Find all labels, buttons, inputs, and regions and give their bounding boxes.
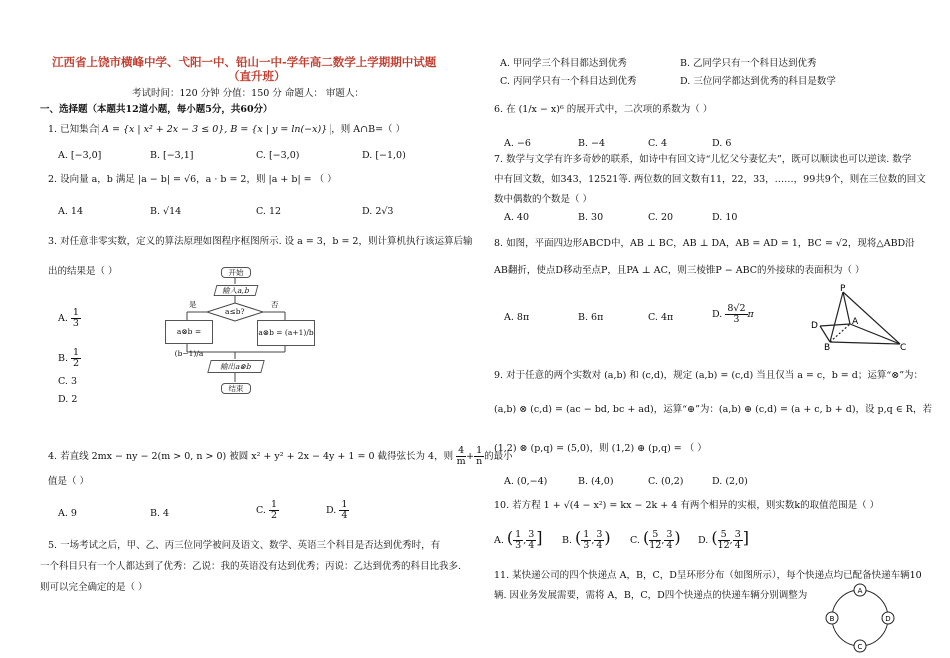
- flowchart-start: 开始: [221, 267, 251, 278]
- question-2-option-c: C. 12: [256, 206, 282, 217]
- flowchart-condition: a≤b?: [225, 307, 245, 316]
- question-11-line2: 辆. 因业务发展需要，需将 A，B，C，D四个快递点的快递车辆分别调整为: [494, 590, 808, 601]
- question-8-option-c: C. 4π: [648, 312, 674, 323]
- question-9-option-c: C. (0,2): [648, 476, 684, 487]
- flowchart-no-label: 否: [271, 300, 279, 309]
- question-3-stem-line1: 3. 对任意非零实数，定义的算法原理如图程序框图所示. 设 a = 3，b = 2，则计算机执行该运算后输: [48, 236, 473, 247]
- question-9-option-b: B. (4,0): [578, 476, 614, 487]
- question-2-option-b: B. √14: [150, 206, 182, 217]
- question-9-line3: (1,2) ⊗ (p,q) = (5,0)，则 (1,2) ⊕ (p,q) = （ ）: [494, 443, 707, 454]
- question-4-option-d: D. $\frac{1}{4}$: [326, 499, 348, 521]
- flowchart-no-box: a⊗b = (a+1)/b: [257, 320, 315, 346]
- question-2-stem: 2. 设向量 a，b 满足 |a − b| = √6，a · b = 2，则 |a + b| = （ ）: [48, 174, 337, 185]
- question-9-line2: (a,b) ⊗ (c,d) = (ac − bd, bc + ad)，运算“⊕”为：(a,b) ⊕ (c,d) = (a + c, b + d)，设 p,q ∈ R，若: [494, 404, 932, 415]
- ring-node-label-b: B: [829, 615, 835, 623]
- question-4-option-c: C. $\frac{1}{2}$: [256, 499, 278, 521]
- pyramid-label-a: A: [852, 317, 859, 327]
- flowchart-yes-label: 是: [189, 300, 197, 309]
- question-10-option-c: C. ( $\frac{5}{12}$ , $\frac{3}{4}$ ): [630, 528, 681, 551]
- flowchart-input: 输入a,b: [214, 285, 259, 296]
- ring-node-label-a: A: [857, 587, 863, 595]
- question-10-option-a: A. ( $\frac{1}{3}$ , $\frac{3}{4}$ ]: [494, 528, 543, 551]
- question-9-line1: 9. 对于任意的两个实数对 (a,b) 和 (c,d)，规定 (a,b) = (c,d) 当且仅当 a = c，b = d；运算“⊗”为：: [494, 370, 924, 381]
- section-heading: 一、选择题（本题共12道小题，每小题5分，共60分）: [40, 104, 273, 115]
- question-1-stem: 1. 已知集合 A = {x | x² + 2x − 3 ≤ 0}, B = {x | y = ln(−x)} ，则 A∩B=（ ）: [48, 124, 406, 135]
- question-3-option-d: D. 2: [58, 394, 78, 405]
- question-10-stem: 10. 若方程 1 + √(4 − x²) = kx − 2k + 4 有两个相异的实根，则实数k的取值范围是（ ）: [494, 500, 880, 511]
- ring-node-label-d: D: [885, 615, 891, 623]
- question-9-option-a: A. (0,−4): [504, 476, 548, 487]
- question-6-option-c: C. 4: [648, 138, 668, 149]
- question-5-line3: 则可以完全确定的是（ ）: [40, 582, 148, 593]
- pyramid-label-c: C: [900, 343, 907, 350]
- ring-figure: [820, 578, 900, 658]
- question-8-option-b: B. 6π: [578, 312, 604, 323]
- pyramid-label-p: P: [840, 284, 846, 294]
- pyramid-label-b: B: [824, 343, 831, 350]
- question-1-option-c: C. [−3,0): [256, 150, 300, 161]
- question-10-option-b: B. ( $\frac{1}{3}$ , $\frac{3}{4}$ ): [562, 528, 611, 551]
- question-7-line3: 数中偶数的个数是（ ）: [494, 194, 593, 205]
- question-7-option-d: D. 10: [712, 212, 738, 223]
- flowchart-end: 结束: [221, 383, 251, 394]
- question-6-option-b: B. −4: [578, 138, 606, 149]
- question-3-option-a: A. $\frac{1}{3}$: [58, 307, 79, 329]
- flowchart-yes-box: a⊗b = (b−1)/a: [165, 320, 213, 344]
- question-8-option-a: A. 8π: [504, 312, 530, 323]
- question-7-option-b: B. 30: [578, 212, 604, 223]
- flowchart-output: 输出a⊗b: [207, 360, 264, 373]
- question-8-line2: AB翻折，使点D移动至点P，且PA ⊥ AC，则三棱锥P − ABC的外接球的表面积为（ ）: [494, 265, 865, 276]
- question-1-option-a: A. [−3,0]: [58, 150, 102, 161]
- question-8-option-d: D. $\frac{8√2}{3}$ π: [712, 303, 754, 325]
- question-4-option-a: A. 9: [58, 508, 77, 519]
- question-2-option-a: A. 14: [58, 206, 83, 217]
- question-5-option-b: B. 乙同学只有一个科目达到优秀: [680, 58, 817, 69]
- ring-circle: [829, 590, 891, 646]
- question-11-line1: 11. 某快递公司的四个快递点 A，B，C，D呈环形分布（如图所示），每个快递点均已配备快递车辆10: [494, 570, 922, 581]
- question-7-option-c: C. 20: [648, 212, 674, 223]
- question-2-option-d: D. 2√3: [362, 206, 394, 217]
- flowchart: [165, 266, 345, 401]
- pyramid-figure: [808, 284, 908, 350]
- question-7-line1: 7. 数学与文学有许多奇妙的联系，如诗中有回文诗“儿忆父兮妻忆夫”，既可以顺读也可以逆读. 数学: [494, 154, 912, 165]
- question-4-stem-line2: 值是（ ）: [48, 476, 90, 487]
- question-8-line1: 8. 如图，平面四边形ABCD中，AB ⊥ BC，AB ⊥ DA，AB = AD = 1，BC = √2，现将△ABD沿: [494, 238, 915, 249]
- question-1-option-b: B. [−3,1]: [150, 150, 194, 161]
- question-6-option-d: D. 6: [712, 138, 732, 149]
- exam-subtitle: （直升班）: [228, 69, 286, 83]
- pyramid-label-d: D: [811, 321, 818, 331]
- ring-node-label-c: C: [857, 643, 863, 651]
- question-5-line1: 5. 一场考试之后，甲、乙、丙三位同学被问及语文、数学、英语三个科目是否达到优秀时，有: [48, 540, 441, 551]
- question-5-option-a: A. 甲同学三个科目都达到优秀: [500, 58, 627, 69]
- question-6-option-a: A. −6: [504, 138, 531, 149]
- question-4-option-b: B. 4: [150, 508, 170, 519]
- question-4-stem: 4. 若直线 2mx − ny − 2(m > 0, n > 0) 被圆 x² + y² + 2x − 4y + 1 = 0 截得弦长为 4，则 $\frac{4}{m}$ + $\frac{1}{n}$ 的最小: [48, 445, 513, 467]
- exam-info: 考试时间：120 分钟 分值：150 分 命题人： 审题人：: [132, 88, 364, 99]
- right-column: [490, 0, 932, 658]
- question-5-option-d: D. 三位同学都达到优秀的科目是数学: [680, 76, 836, 87]
- question-3-stem-line2: 出的结果是（ ）: [48, 266, 118, 277]
- question-9-option-d: D. (2,0): [712, 476, 748, 487]
- question-10-option-d: D. ( $\frac{5}{12}$ , $\frac{3}{4}$ ]: [698, 528, 749, 551]
- exam-title: 江西省上饶市横峰中学、弋阳一中、铅山一中-学年高二数学上学期期中试题: [52, 55, 437, 69]
- question-1-option-d: D. [−1,0): [362, 150, 406, 161]
- left-column: [40, 0, 513, 658]
- question-7-line2: 中有回文数，如343，12521等. 两位数的回文数有11，22，33，……，99共9个，则在三位数的回文: [494, 174, 926, 185]
- question-3-option-c: C. 3: [58, 376, 78, 387]
- question-3-option-b: B. $\frac{1}{2}$: [58, 347, 80, 369]
- question-6-stem: 6. 在 (1/x − x)⁶ 的展开式中，二次项的系数为（ ）: [494, 104, 713, 115]
- question-7-option-a: A. 40: [504, 212, 529, 223]
- question-5-line2: 一个科目只有一个人都达到了优秀：乙说：我的英语没有达到优秀；丙说：乙达到优秀的科目比我多.: [40, 561, 462, 572]
- question-5-option-c: C. 丙同学只有一个科目达到优秀: [500, 76, 637, 87]
